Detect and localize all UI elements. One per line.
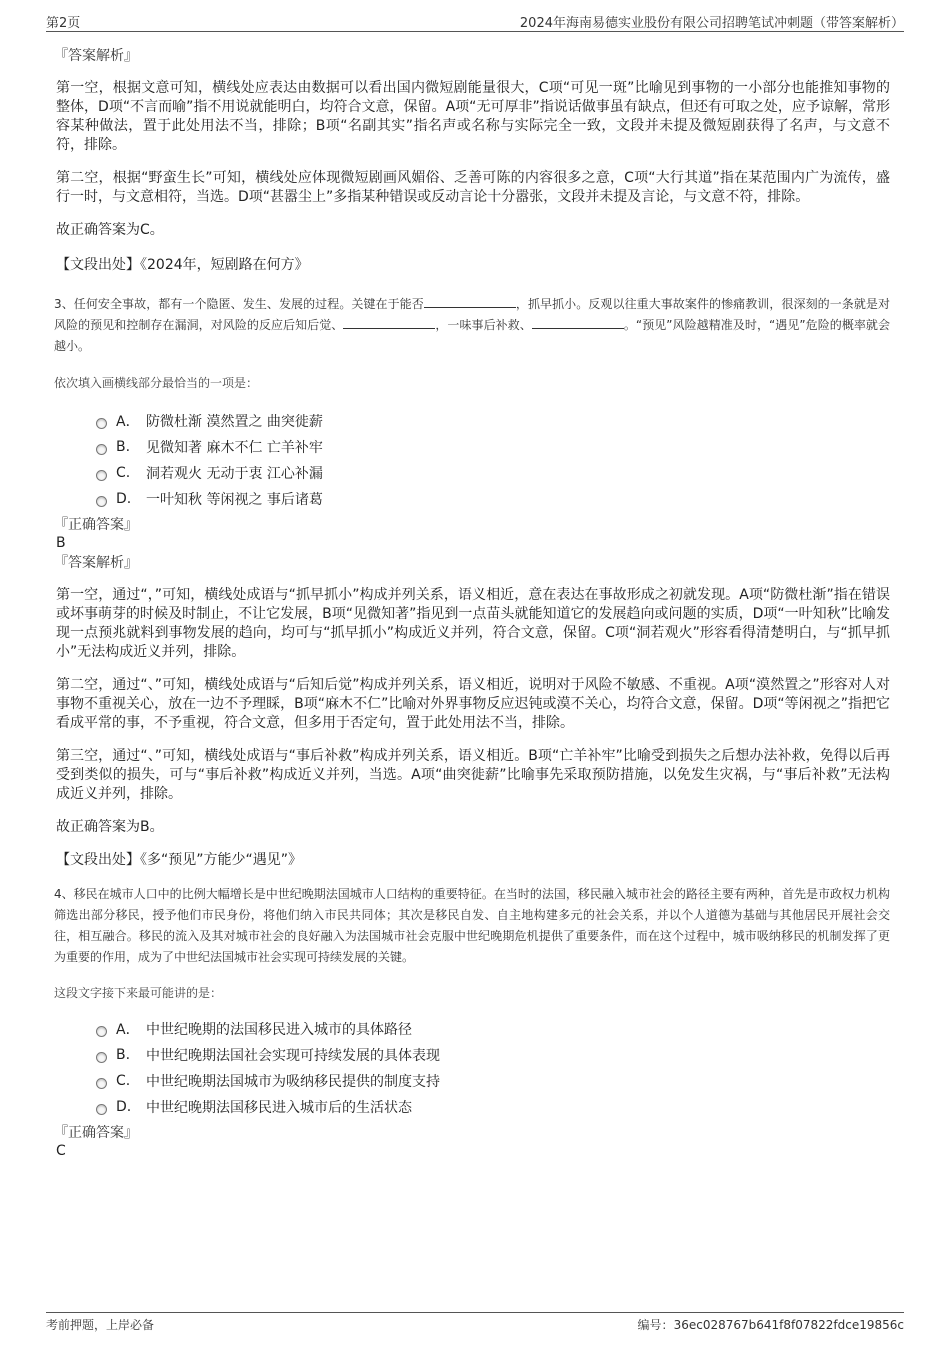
q4-option-b[interactable] [96,1042,890,1068]
radio-icon[interactable] [96,418,107,429]
q2-analysis-para-2: 第二空，根据“野蛮生长”可知，横线处应体现微短剧画风媚俗、乏善可陈的内容很多之意，C项“大行其道”指在某范围内广为流传，盛行一时，与文意相符，当选。D项“甚嚣尘上”多指某种错误或反动言论十分嚣张，文段并未提及言论，与文意不符，排除。 [56,170,890,205]
q3-stem [54,294,890,357]
q4-answer-label: 『正确答案』 [54,1125,138,1141]
option-letter: A． [116,414,140,430]
q4-options [56,1016,890,1120]
q3-analysis-para-1: 第一空，通过“，”可知，横线处成语与“抓早抓小”构成并列关系，语义相近，意在表达在事故形成之初就发现。A项“防微杜渐”指在错误或坏事萌芽的时候及时制止，不让它发展，B项“见微知著”指见到一点苗头就能知道它的发展趋向或问题的实质，D项“一叶知秋”比喻发现一点预兆就料到事物发展的趋向，均可与“抓早抓小”构成近义并列，符合文意，保留。C项“洞若观火”形容看得清楚明白，与“抓早抓小”无法构成近义并列，排除。 [56,587,890,660]
q3-options [56,408,890,512]
option-text: 洞若观火 无动于衷 江心补漏 [146,466,323,482]
document-title: 2024年海南易德实业股份有限公司招聘笔试冲刺题（带答案解析） [519,16,904,31]
q3-source: 【文段出处】《多“预见”方能少“遇见”》 [56,852,303,868]
q3-stem-part-2: ，抓早抓小。反观以往重大事故案件的惨痛教训，很深刻的一条就是对风险的预见和控制存在漏洞，对风险的反应后知后觉、 [54,297,890,332]
option-text: 一叶知秋 等闲视之 事后诸葛 [146,492,323,508]
q3-option-c[interactable] [96,460,890,486]
page-number: 第2页 [46,16,81,31]
q3-option-a[interactable] [96,408,890,434]
option-letter: C. [116,1073,131,1089]
option-letter: D. [116,491,132,507]
q3-prompt: 依次填入画横线部分最恰当的一项是： [54,376,259,390]
footer-slogan: 考前押题，上岸必备 [46,1318,155,1332]
q3-blank-2 [343,316,435,329]
footer-serial [638,1316,904,1333]
radio-icon[interactable] [96,1026,107,1037]
q4-option-d[interactable] [96,1094,890,1120]
q3-answer-label: 『正确答案』 [54,517,138,533]
serial-number: 36ec028767b641f8f07822fdce19856c [673,1318,904,1332]
q3-blank-3 [532,316,624,329]
q3-stem-part-4: 。“预见”风险越精准及时，“遇见”危险的概率就会越小。 [54,318,890,353]
q4-answer: C [56,1143,66,1159]
q3-option-d[interactable] [96,486,890,512]
q2-conclusion: 故正确答案为C。 [56,222,164,238]
radio-icon[interactable] [96,470,107,481]
option-text: 见微知著 麻木不仁 亡羊补牢 [146,440,323,456]
page-footer [46,1312,904,1335]
radio-icon[interactable] [96,1052,107,1063]
q3-stem-part-3: ，一味事后补救、 [435,318,532,332]
option-letter: B. [116,439,131,455]
option-letter: A． [116,1022,140,1038]
option-text: 中世纪晚期法国移民进入城市后的生活状态 [146,1100,412,1116]
q2-analysis-label: 『答案解析』 [54,48,138,64]
option-letter: C. [116,465,131,481]
q3-stem-part-1: 3、任何安全事故，都有一个隐匿、发生、发展的过程。关键在于能否 [54,297,424,311]
q3-analysis-para-3: 第三空，通过“、”可知，横线处成语与“事后补救”构成并列关系，语义相近。B项“亡羊补牢”比喻受到损失之后想办法补救，免得以后再受到类似的损失，可与“事后补救”构成近义并列，当选。A项“曲突徙薪”比喻事先采取预防措施，以免发生灾祸，与“事后补救”无法构成近义并列，排除。 [56,748,890,802]
q3-option-b[interactable] [96,434,890,460]
q4-prompt: 这段文字接下来最可能讲的是： [54,986,223,1000]
page-content [56,47,890,1160]
q3-conclusion: 故正确答案为B。 [56,819,164,835]
q3-answer: B [56,535,66,551]
option-text: 中世纪晚期法国城市为吸纳移民提供的制度支持 [146,1074,440,1090]
radio-icon[interactable] [96,496,107,507]
radio-icon[interactable] [96,1104,107,1115]
option-letter: D. [116,1099,132,1115]
option-text: 防微杜渐 漠然置之 曲突徙薪 [146,414,323,430]
radio-icon[interactable] [96,1078,107,1089]
q3-analysis-label: 『答案解析』 [54,555,138,571]
option-text: 中世纪晚期法国社会实现可持续发展的具体表现 [146,1048,440,1064]
radio-icon[interactable] [96,444,107,455]
q2-analysis-para-1: 第一空，根据文意可知，横线处应表达由数据可以看出国内微短剧能量很大，C项“可见一斑”比喻见到事物的一小部分也能推知事物的整体，D项“不言而喻”指不用说就能明白，均符合文意，保留。A项“无可厚非”指说话做事虽有缺点，但还有可取之处，应予谅解，常形容某种做法，置于此处用法不当，排除；B项“名副其实”指名声或名称与实际完全一致，文段并未提及微短剧获得了名声，与文意不符，排除。 [56,80,890,153]
q4-option-a[interactable] [96,1016,890,1042]
serial-label: 编号： [637,1318,674,1332]
page-header [46,9,904,32]
q4-option-c[interactable] [96,1068,890,1094]
option-letter: B. [116,1047,131,1063]
q2-source: 【文段出处】《2024年，短剧路在何方》 [56,257,309,273]
q4-stem: 4、移民在城市人口中的比例大幅增长是中世纪晚期法国城市人口结构的重要特征。在当时的法国，移民融入城市社会的路径主要有两种，首先是市政权力机构筛选出部分移民，授予他们市民身份，将他们纳入市民共同体；其次是移民自发、自主地构建多元的社会关系，并以个人道德为基础与其他居民开展社会交往，相互融合。移民的流入及其对城市社会的良好融入为法国城市社会克服中世纪晚期危机提供了重要条件，而在这个过程中，城市吸纳移民的机制发挥了更为重要的作用，成为了中世纪法国城市社会实现可持续发展的关键。 [54,887,890,964]
q3-analysis-para-2: 第二空，通过“、”可知，横线处成语与“后知后觉”构成并列关系，语义相近，说明对于风险不敏感、不重视。A项“漠然置之”形容对人对事物不重视关心，放在一边不予理睬，B项“麻木不仁”比喻对外界事物反应迟钝或漠不关心，均符合文意，保留。D项“等闲视之”指把它看成平常的事，不予重视，符合文意，但多用于否定句，置于此处用法不当，排除。 [56,677,890,731]
option-text: 中世纪晚期的法国移民进入城市的具体路径 [146,1022,412,1038]
q3-blank-1 [424,295,516,308]
